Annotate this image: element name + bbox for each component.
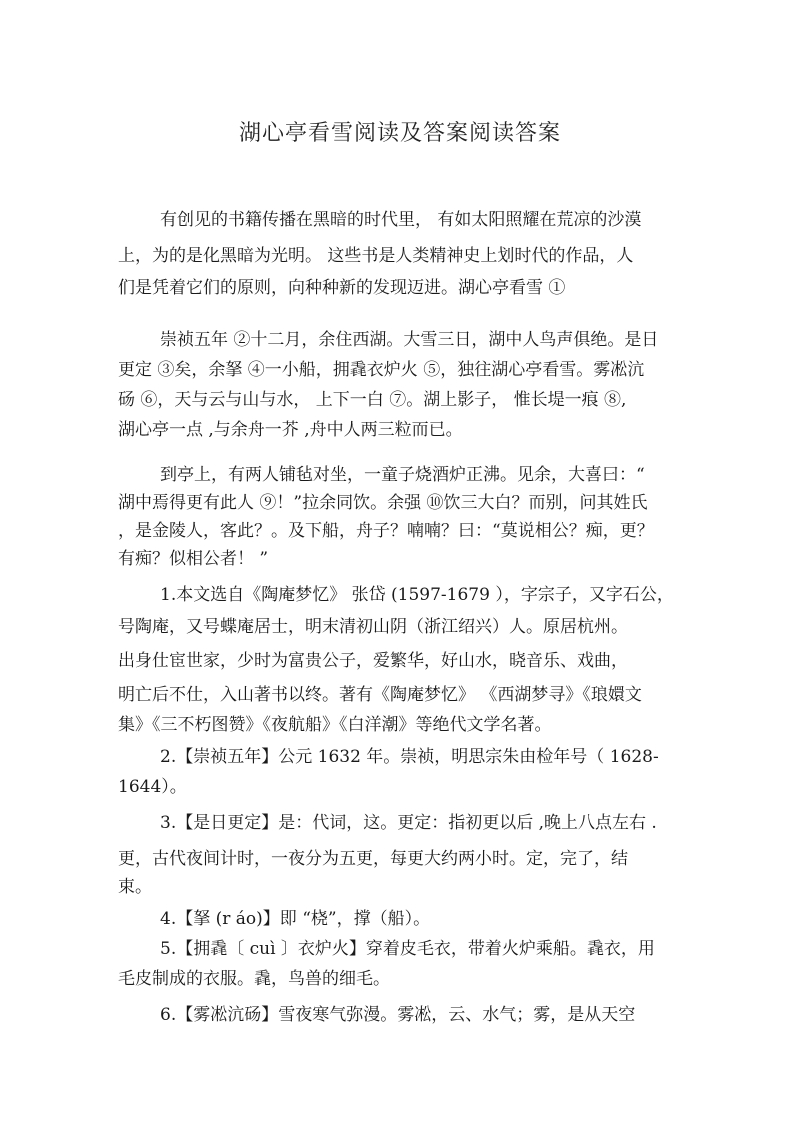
page-title: 湖心亭看雪阅读及答案阅读答案 [238, 121, 561, 146]
passage-line: 湖中焉得更有此人 ⑨！”拉余同饮。余强 ⑩饮三大白？而别，问其姓氏 [118, 493, 648, 513]
note-line: 毛皮制成的衣服。毳，鸟兽的细毛。 [118, 969, 390, 989]
passage-line: 崇祯五年 ②十二月，余住西湖。大雪三日，湖中人鸟声俱绝。是日 [160, 330, 659, 350]
note-line: 集》《三不朽图赞》《夜航船》《白洋潮》等绝代文学名著。 [118, 715, 552, 735]
note-line: 号陶庵，又号蝶庵居士，明末清初山阴（浙江绍兴）人。原居杭州。 [118, 617, 628, 637]
intro-line: 上，为的是化黑暗为光明。 这些书是人类精神史上划时代的作品，人 [118, 246, 634, 266]
passage-line: 到亭上，有两人铺毡对坐，一童子烧酒炉正沸。见余，大喜曰：“ [160, 465, 645, 485]
note-line: 5.【拥毳〔 cuì 〕衣炉火】穿着皮毛衣，带着火炉乘船。毳衣，用 [160, 939, 655, 959]
passage-line: 有痴？似相公者！ ” [118, 549, 269, 569]
intro-line: 有创见的书籍传播在黑暗的时代里， 有如太阳照耀在荒凉的沙漠 [160, 210, 642, 230]
passage-line: 更定 ③矣，余拏 ④一小船，拥毳衣炉火 ⑤，独往湖心亭看雪。雾凇沆 [118, 360, 645, 380]
note-line: 束。 [118, 877, 152, 897]
passage-line: 砀 ⑥，天与云与山与水， 上下一白 ⑦。湖上影子， 惟长堤一痕 ⑧, [118, 390, 627, 410]
note-line: 6.【雾凇沆砀】雪夜寒气弥漫。雾凇，云、水气；雾，是从天空 [160, 1005, 636, 1025]
note-line: 明亡后不仕，入山著书以终。著有《陶庵梦忆》 《西湖梦寻》《琅嬛文 [118, 685, 642, 705]
note-line: 1.本文选自《陶庵梦忆》 张岱 (1597-1679 ），字宗子，又字石公， [160, 585, 674, 605]
note-line: 2.【崇祯五年】公元 1632 年。崇祯，明思宗朱由检年号（ 1628- [160, 747, 659, 767]
passage-line: 湖心亭一点 ,与余舟一芥 ,舟中人两三粒而已。 [118, 420, 463, 440]
note-line: 4.【拏 (r áo)】即 “桡”，撑（船）。 [160, 909, 431, 929]
note-line: 更，古代夜间计时，一夜分为五更，每更大约两小时。定，完了，结 [118, 849, 628, 869]
note-line: 1644）。 [118, 777, 187, 797]
intro-line: 们是凭着它们的原则，向种种新的发现迈进。湖心亭看雪 ① [118, 278, 566, 298]
passage-line: ，是金陵人，客此？。及下船，舟子？喃喃？曰：“莫说相公？痴，更？ [118, 521, 654, 541]
note-line: 3.【是日更定】是：代词，这。更定：指初更以后 ,晚上八点左右 . [160, 813, 657, 833]
note-line: 出身仕宦世家，少时为富贵公子，爱繁华，好山水，晓音乐、戏曲， [118, 651, 628, 671]
